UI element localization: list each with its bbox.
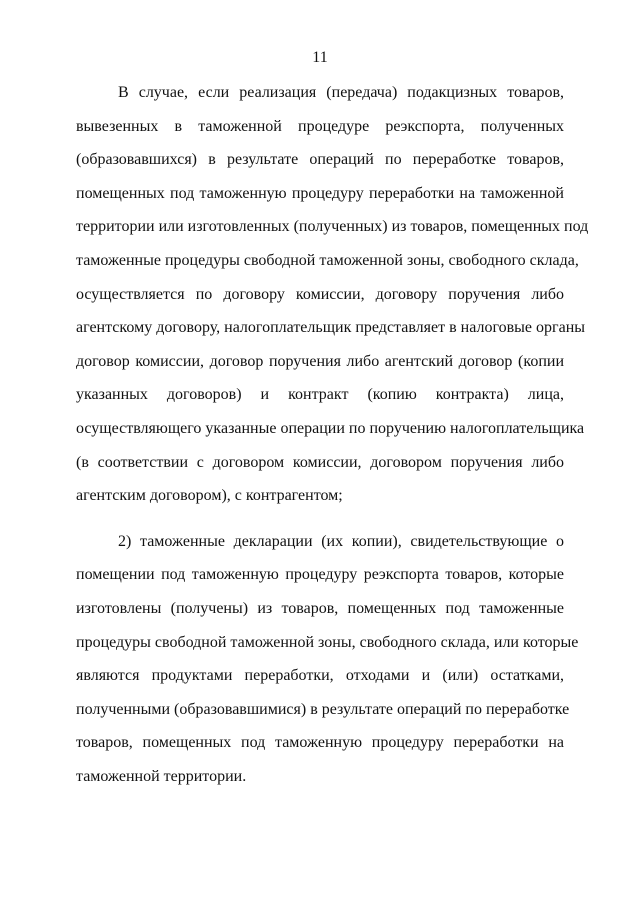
paragraph-line: таможенные процедуры свободной таможенной зоны, свободного склада, bbox=[76, 251, 579, 269]
paragraph-line: территории или изготовленных (полученных) из товаров, помещенных под bbox=[76, 218, 589, 236]
paragraph-line: вывезенных в таможенной процедуре реэкспорта, полученных bbox=[76, 117, 564, 135]
paragraph-line: процедуры свободной таможенной зоны, свободного склада, или которые bbox=[76, 633, 579, 651]
paragraph-line: договор комиссии, договор поручения либо агентский договор (копии bbox=[76, 352, 564, 370]
page-number: 11 bbox=[312, 49, 328, 66]
paragraph-line: (в соответствии с договором комиссии, договором поручения либо bbox=[76, 453, 564, 471]
paragraph-line: изготовлены (получены) из товаров, помещенных под таможенные bbox=[76, 599, 564, 617]
paragraph-spacer bbox=[76, 513, 564, 525]
paragraph-line: осуществляется по договору комиссии, договору поручения либо bbox=[76, 285, 564, 303]
paragraph-line: помещении под таможенную процедуру реэкспорта товаров, которые bbox=[76, 566, 564, 584]
paragraph-line: В случае, если реализация (передача) подакцизных товаров, bbox=[118, 84, 564, 101]
paragraph-line: указанных договоров) и контракт (копию контракта) лица, bbox=[76, 386, 564, 404]
paragraph-line: агентскому договору, налогоплательщик представляет в налоговые органы bbox=[76, 319, 585, 337]
paragraph-line: 2) таможенные декларации (их копии), свидетельствующие о bbox=[118, 532, 564, 550]
paragraph-line: помещенных под таможенную процедуру переработки на таможенной bbox=[76, 184, 564, 202]
paragraph-customs-declarations bbox=[76, 525, 579, 794]
paragraph-line: товаров, помещенных под таможенную процедуру переработки на bbox=[76, 734, 564, 752]
paragraph-reexport-commission bbox=[76, 76, 589, 513]
paragraph-line: полученными (образовавшимися) в результате операций по переработке bbox=[76, 700, 570, 718]
paragraph-line: таможенной территории. bbox=[76, 767, 247, 785]
paragraph-line: осуществляющего указанные операции по поручению налогоплательщика bbox=[76, 419, 585, 437]
document-body bbox=[76, 76, 589, 793]
paragraph-line: (образовавшихся) в результате операций по переработке товаров, bbox=[76, 151, 564, 169]
paragraph-line: являются продуктами переработки, отходами и (или) остатками, bbox=[76, 667, 564, 685]
paragraph-line: агентским договором), с контрагентом; bbox=[76, 487, 343, 505]
